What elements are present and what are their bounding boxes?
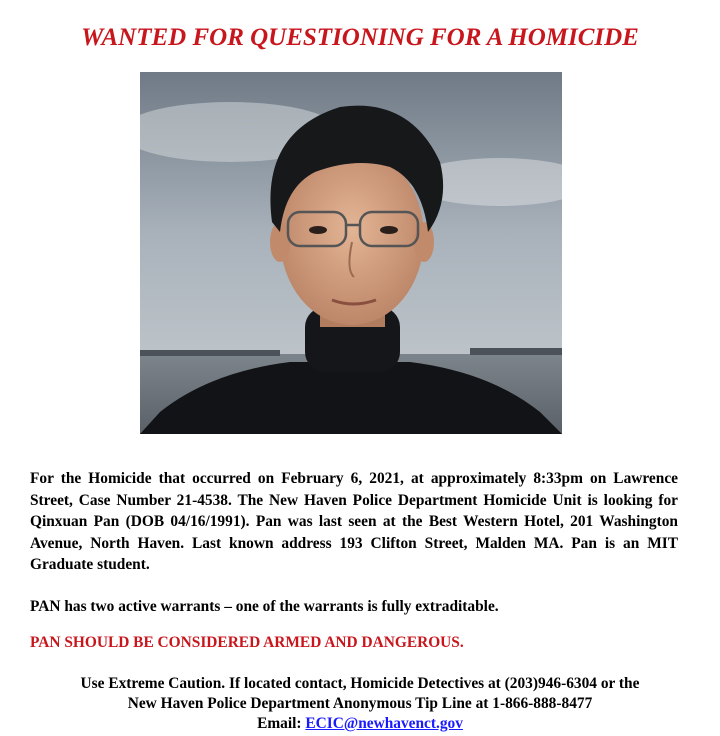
- armed-warning: PAN SHOULD BE CONSIDERED ARMED AND DANGEROUS.: [30, 634, 464, 651]
- contact-line-detectives: Use Extreme Caution. If located contact, Homicide Detectives at (203)946-6304 or the: [80, 675, 640, 692]
- suspect-photo: [140, 72, 562, 434]
- contact-info: [20, 674, 700, 734]
- contact-line-tipline: New Haven Police Department Anonymous Tip Line at 1-866-888-8477: [127, 695, 593, 712]
- email-label: Email:: [257, 715, 302, 732]
- poster-title: WANTED FOR QUESTIONING FOR A HOMICIDE: [81, 24, 639, 51]
- email-link[interactable]: ECIC@newhavenct.gov: [305, 715, 463, 732]
- contact-line-email: [20, 714, 700, 734]
- warrants-notice: PAN has two active warrants – one of the warrants is fully extraditable.: [30, 598, 499, 615]
- incident-description: For the Homicide that occurred on February 6, 2021, at approximately 8:33pm on Lawrence Street, Case Number 21-4538. The New Haven Police Department Homicide Unit is looking for Qinxuan Pan (DOB 04/16/1991). Pan was last seen at the Best Western Hotel, 201 Washington Avenue, North Haven. Last known address 193 Clifton Street, Malden MA. Pan is an MIT Graduate student.: [30, 470, 678, 574]
